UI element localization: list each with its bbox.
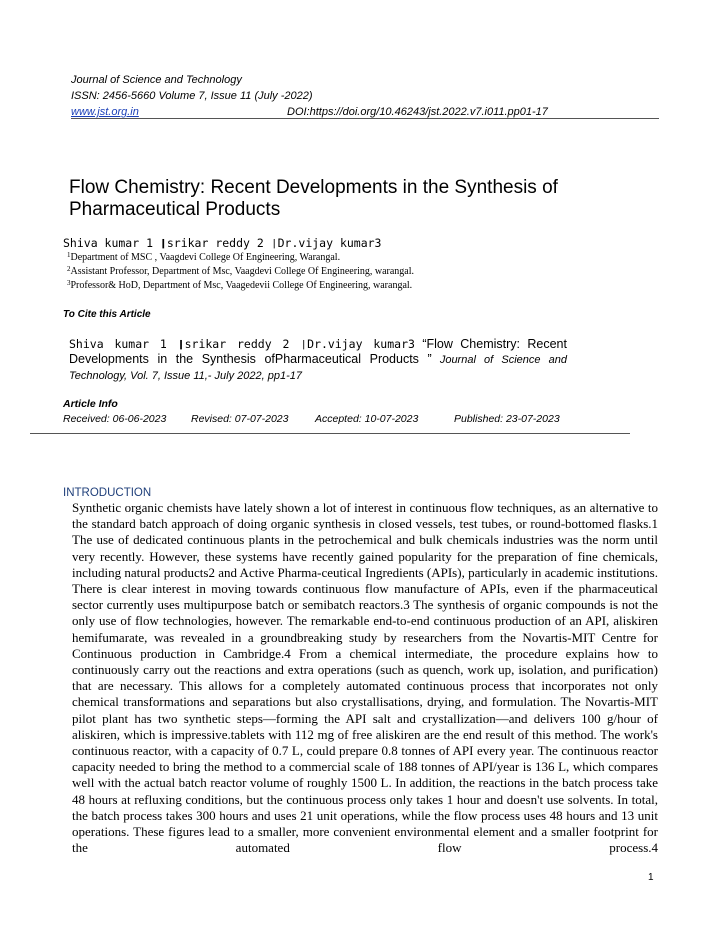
affiliation-1: $^1$Department of MSC , Vaagdevi College Of Engineering, Warangal. bbox=[67, 251, 341, 263]
revised-date: Revised: 07-07-2023 bbox=[191, 413, 289, 425]
received-date: Received: 06-06-2023 bbox=[63, 413, 167, 425]
published-date: Published: 23-07-2023 bbox=[454, 413, 560, 425]
accepted-date: Accepted: 10-07-2023 bbox=[315, 413, 419, 425]
header-divider bbox=[71, 118, 659, 119]
authors: Shiva kumar 1 ❙srikar reddy 2 ❘Dr.vijay kumar3 bbox=[63, 236, 382, 250]
affiliation-3: $^3$Professor& HoD, Department of Msc, Vaagedevii College Of Engineering, warangal. bbox=[67, 279, 413, 291]
introduction-heading: INTRODUCTION bbox=[63, 487, 152, 499]
cite-journal: Journal of Science and Technology, Vol. 7, Issue 11,- July 2022, pp1-17 bbox=[69, 354, 568, 382]
introduction-text: Synthetic organic chemists have lately shown a lot of interest in continuous flow techniques, as an alternative to the standard batch approach of doing organic synthesis in closed vessels, test tubes, or round-bottomed flasks.1 The use of dedicated continuous plants in the petrochemical and bulk chemicals industries was the norm until very recently. However, these systems have recently gained popularity for the preparation of fine chemicals, including natural products2 and Active Pharma-ceutical Ingredients (APIs), particularly in academic institutions. There is clear interest in moving towards continuous flow manufacture of APIs, even if the pharmaceutical sector currently uses multipurpose batch or semibatch reactors.3 The synthesis of organic compounds is not the only use of flow technologies, however. The remarkable end-to-end continuous production of an API, aliskiren hemifumarate, was revealed in a groundbreaking study by researchers from the Novartis-MIT Centre for Continuous production in Cambridge.4 From a chemical intermediate, the procedure explains how to continuously carry out the reactions and extra operations (such as quench, work up, isolation, and purification) that are necessary. This allows for a completely automated continuous process that incorporates not only chemical transformations and separations but also crystallisations, drying, and formulation. The Novartis-MIT pilot plant has two synthetic steps—forming the API salt and crystallization—and delivers 100 g/hour of aliskiren, which is impressive.tablets with 112 mg of free aliskiren are the end result of this method. The work's continuous reactor, with a capacity of 0.7 L, could prepare 0.8 tonnes of API every year. The continuous reactor capacity needed to bring the method to a commercial scale of 188 tonnes of API/year is 136 L, which compares well with the actual batch reactor volume of roughly 1500 L. In addition, the reactions in the batch process take 48 hours at refluxing conditions, but the continuous process only takes 1 hour and doesn't use solvents. In total, the batch process takes 300 hours and uses 21 unit operations, while the flow process uses 48 hours and 13 unit operations. These figures lead to a smaller, more convenient environmental element and a smaller footprint for the automated flow process.4 bbox=[72, 500, 658, 856]
article-info-heading: Article Info bbox=[63, 398, 118, 410]
issn-line: ISSN: 2456-5660 Volume 7, Issue 11 (July -2022) bbox=[71, 90, 313, 102]
affiliation-2: $^2$Assistant Professor, Department of Msc, Vaagdevi College Of Engineering, warangal. bbox=[67, 265, 414, 277]
cite-heading: To Cite this Article bbox=[63, 309, 151, 320]
info-divider bbox=[30, 433, 630, 434]
cite-authors: Shiva kumar 1 ❙srikar reddy 2 ❘Dr.vijay kumar3 bbox=[69, 337, 415, 351]
journal-name: Journal of Science and Technology bbox=[71, 74, 242, 86]
page-number: 1 bbox=[648, 872, 654, 883]
doi: DOI:https://doi.org/10.46243/jst.2022.v7.i011.pp01-17 bbox=[287, 106, 548, 118]
paper-title: Flow Chemistry: Recent Developments in the Synthesis of Pharmaceutical Products bbox=[69, 177, 558, 220]
citation bbox=[69, 337, 567, 384]
journal-header bbox=[71, 72, 548, 120]
journal-website-link[interactable]: www.jst.org.in bbox=[71, 106, 139, 118]
cite-title: “Flow Chemistry: Recent Developments in the Synthesis ofPharmaceutical Products ” bbox=[69, 337, 567, 366]
